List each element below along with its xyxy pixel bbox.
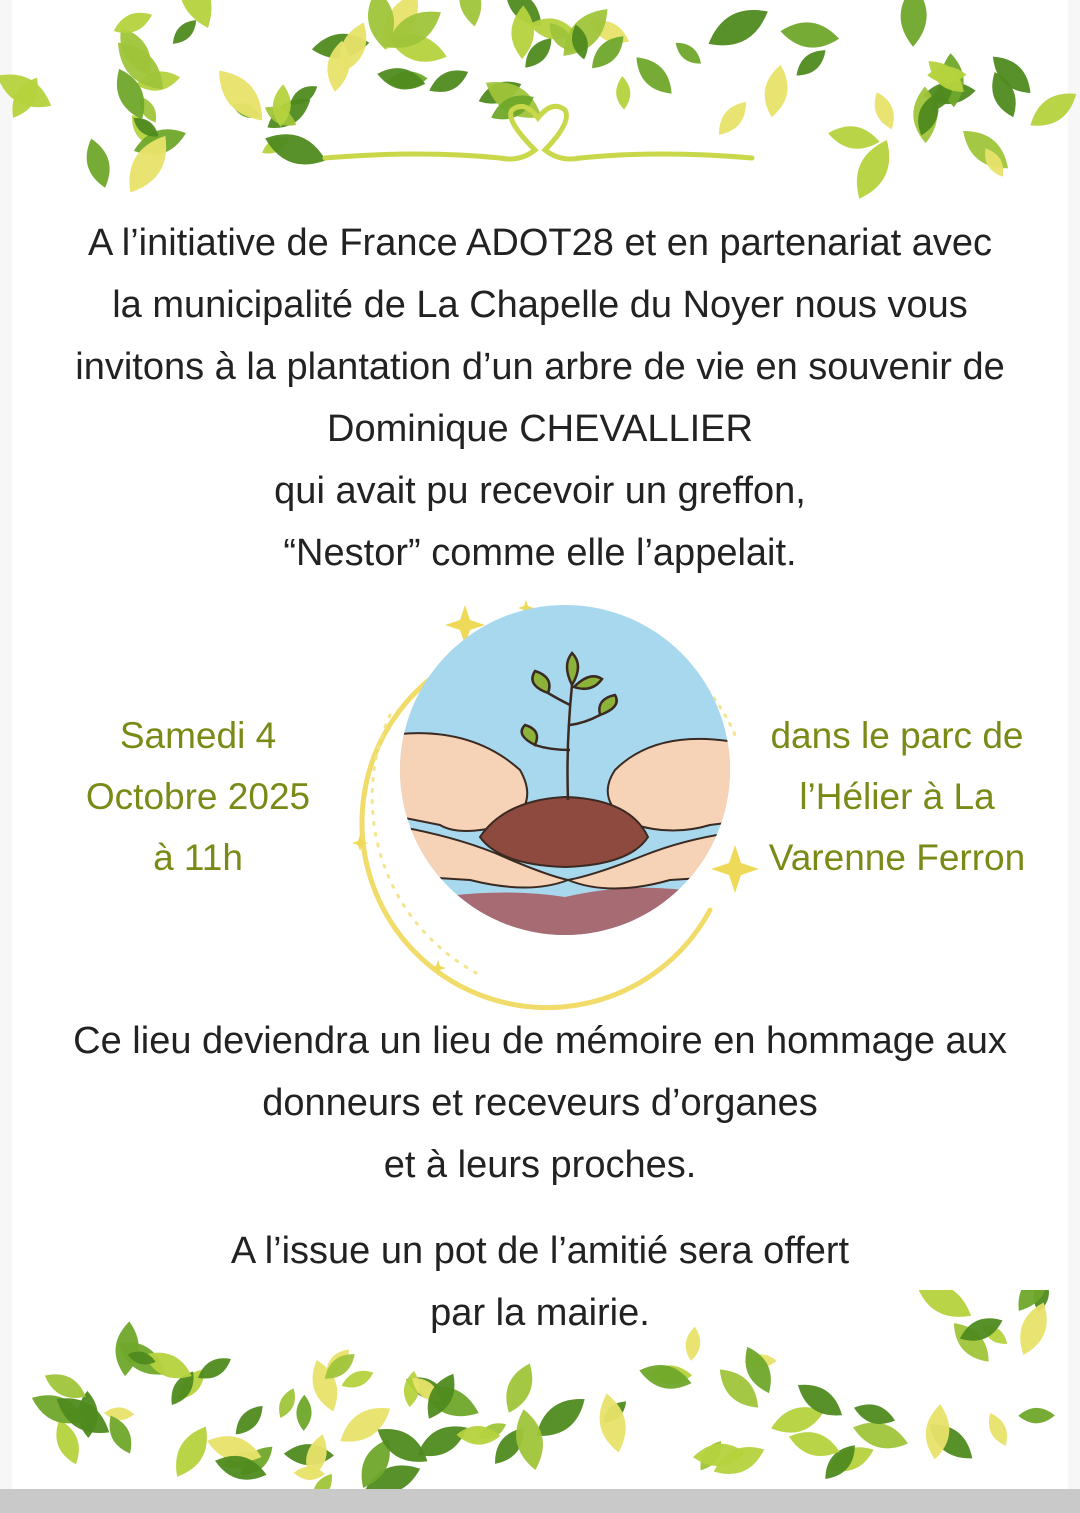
- leaf-shape: [167, 1421, 217, 1483]
- leaf-shape: [455, 0, 485, 28]
- leaf-shape: [170, 0, 221, 33]
- bottom-leaf-garland-icon: [0, 1290, 1080, 1490]
- event-location: [752, 705, 1042, 888]
- memorial-line: Ce lieu deviendra un lieu de mémoire en hommage aux: [73, 1020, 1007, 1062]
- leaf-shape: [168, 15, 201, 49]
- leaf-shape: [869, 89, 900, 132]
- leaf-shape: [761, 63, 792, 119]
- bottom-bar: [0, 1489, 1080, 1513]
- leaf-shape: [0, 64, 58, 117]
- leaf-shape: [425, 64, 472, 99]
- top-leaf-garland-icon: [0, 0, 1080, 200]
- leaf-shape: [230, 1400, 269, 1440]
- event-location-line: dans le parc de: [770, 715, 1024, 756]
- closing-line: par la mairie.: [430, 1292, 650, 1334]
- leaf-shape: [791, 44, 831, 81]
- intro-line: A l’initiative de France ADOT28 et en partenariat avec: [87, 222, 993, 264]
- event-location-line: l’Hélier à La: [799, 776, 995, 817]
- leaf-shape: [81, 136, 115, 191]
- hands-holding-sapling-icon: [330, 575, 770, 1015]
- intro-line: “Nestor” comme elle l’appelait.: [283, 532, 797, 574]
- leaf-shape: [209, 61, 273, 129]
- top-leaves: [0, 0, 1080, 200]
- leaf-shape: [1018, 1408, 1055, 1424]
- leaf-shape: [594, 1391, 631, 1455]
- event-date: [68, 705, 328, 888]
- leaf-shape: [671, 37, 705, 69]
- event-date-line: Samedi 4: [119, 715, 277, 756]
- leaf-shape: [104, 1407, 135, 1421]
- leaf-shape: [826, 122, 881, 152]
- leaf-shape: [511, 1407, 548, 1473]
- intro-line: qui avait pu recevoir un greffon,: [274, 470, 806, 512]
- event-location-line: Varenne Ferron: [768, 837, 1026, 878]
- leaf-shape: [499, 1359, 540, 1417]
- leaf-shape: [900, 0, 927, 47]
- leaf-shape: [1024, 84, 1080, 135]
- memorial-line: et à leurs proches.: [383, 1144, 697, 1186]
- intro-line: Dominique CHEVALLIER: [327, 408, 753, 450]
- leaf-shape: [983, 1410, 1012, 1449]
- intro-paragraph: [0, 212, 1080, 584]
- closing-line: A l’issue un pot de l’amitié sera offert: [230, 1230, 850, 1272]
- event-date-line: Octobre 2025: [85, 776, 311, 817]
- leaf-shape: [375, 64, 427, 94]
- intro-line: invitons à la plantation d’un arbre de vie en souvenir de: [75, 346, 1005, 388]
- leaf-shape: [296, 1395, 312, 1432]
- leaf-shape: [684, 1326, 702, 1362]
- leaf-shape: [615, 76, 631, 110]
- bottom-leaves: [27, 1290, 1056, 1490]
- leaf-shape: [702, 0, 775, 56]
- leaf-shape: [910, 1290, 978, 1327]
- leaf-shape: [779, 19, 841, 51]
- leaf-shape: [637, 1359, 695, 1394]
- event-date-line: à 11h: [153, 837, 243, 878]
- memorial-line: donneurs et receveurs d’organes: [262, 1082, 818, 1124]
- intro-line: la municipalité de La Chapelle du Noyer nous vous: [112, 284, 968, 326]
- leaf-shape: [712, 96, 753, 140]
- leaf-shape: [629, 50, 679, 101]
- leaf-shape: [274, 1385, 300, 1420]
- heart-swirl-icon: [325, 106, 752, 159]
- memorial-paragraph: [0, 1010, 1080, 1196]
